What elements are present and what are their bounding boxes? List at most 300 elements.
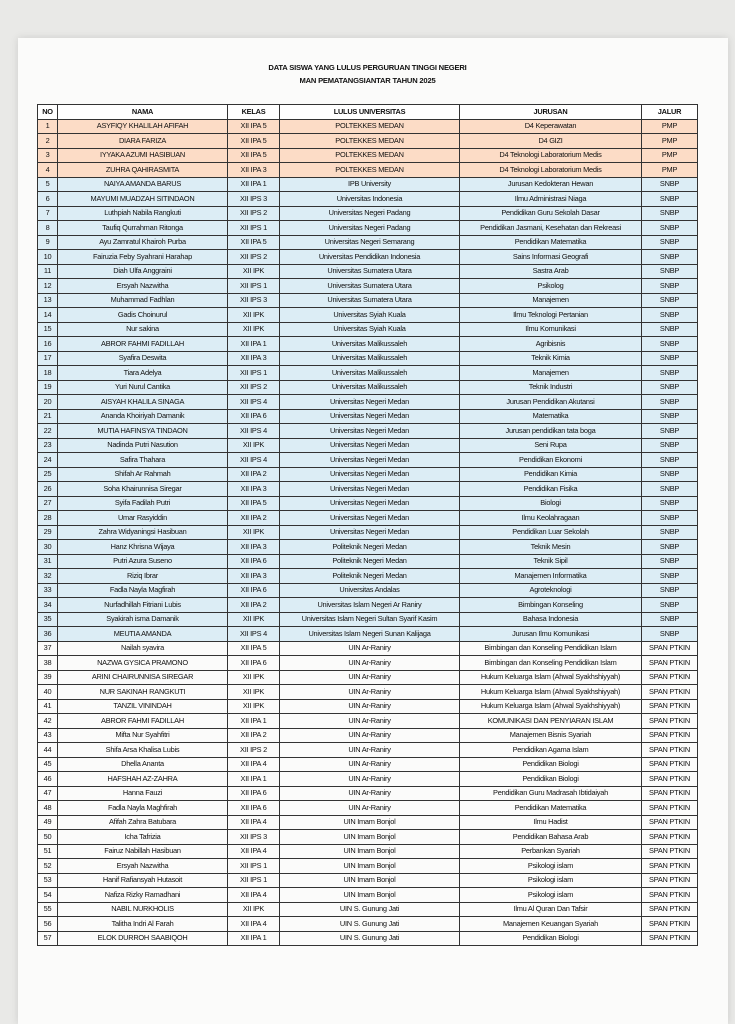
table-row <box>38 583 698 598</box>
cell-kelas: XII IPK <box>228 322 280 337</box>
cell-jurusan: D4 Keperawatan <box>460 119 642 134</box>
cell-no: 28 <box>38 511 58 526</box>
cell-jurusan: Manajemen <box>460 293 642 308</box>
cell-jurusan: Bimbingan dan Konseling Pendidikan Islam <box>460 656 642 671</box>
cell-universitas: UIN Ar-Raniry <box>280 670 460 685</box>
cell-no: 26 <box>38 482 58 497</box>
cell-jurusan: Pendidikan Matematika <box>460 801 642 816</box>
table-row <box>38 714 698 729</box>
cell-jurusan: Pendidikan Biologi <box>460 931 642 946</box>
cell-nama: ASYFIQY KHALILAH AFIFAH <box>58 119 228 134</box>
cell-kelas: XII IPA 6 <box>228 409 280 424</box>
cell-universitas: UIN Ar-Raniry <box>280 757 460 772</box>
cell-jurusan: Jurusan Ilmu Komunikasi <box>460 627 642 642</box>
cell-nama: Icha Tafrizia <box>58 830 228 845</box>
cell-nama: Fairuz Nabillah Hasibuan <box>58 844 228 859</box>
cell-nama: Nur sakina <box>58 322 228 337</box>
cell-jurusan: Manajemen Keuangan Syariah <box>460 917 642 932</box>
cell-jalur: SNBP <box>642 467 698 482</box>
cell-jurusan: Jurusan Pendidikan Akutansi <box>460 395 642 410</box>
cell-no: 3 <box>38 148 58 163</box>
cell-no: 38 <box>38 656 58 671</box>
cell-kelas: XII IPA 5 <box>228 148 280 163</box>
cell-jalur: SPAN PTKIN <box>642 931 698 946</box>
cell-nama: AISYAH KHALILA SINAGA <box>58 395 228 410</box>
cell-jalur: SNBP <box>642 627 698 642</box>
cell-jurusan: Bimbingan dan Konseling Pendidikan Islam <box>460 641 642 656</box>
cell-nama: Talitha Indri Al Farah <box>58 917 228 932</box>
cell-jurusan: Sastra Arab <box>460 264 642 279</box>
cell-universitas: Universitas Sumatera Utara <box>280 264 460 279</box>
cell-kelas: XII IPS 4 <box>228 453 280 468</box>
cell-kelas: XII IPA 6 <box>228 554 280 569</box>
cell-jalur: SPAN PTKIN <box>642 859 698 874</box>
cell-universitas: Universitas Negeri Medan <box>280 511 460 526</box>
cell-no: 48 <box>38 801 58 816</box>
table-row <box>38 815 698 830</box>
cell-kelas: XII IPA 4 <box>228 917 280 932</box>
cell-kelas: XII IPA 4 <box>228 757 280 772</box>
table-row <box>38 830 698 845</box>
cell-kelas: XII IPS 2 <box>228 250 280 265</box>
cell-jalur: PMP <box>642 134 698 149</box>
cell-jalur: SNBP <box>642 409 698 424</box>
cell-kelas: XII IPA 3 <box>228 351 280 366</box>
cell-jalur: SNBP <box>642 366 698 381</box>
cell-no: 37 <box>38 641 58 656</box>
cell-jalur: SNBP <box>642 293 698 308</box>
table-row <box>38 119 698 134</box>
cell-jurusan: Teknik Sipil <box>460 554 642 569</box>
cell-jurusan: Pendidikan Jasmani, Kesehatan dan Rekreasi <box>460 221 642 236</box>
table-row <box>38 308 698 323</box>
cell-jurusan: Biologi <box>460 496 642 511</box>
cell-jalur: SPAN PTKIN <box>642 772 698 787</box>
cell-kelas: XII IPK <box>228 308 280 323</box>
header-kelas: KELAS <box>228 105 280 120</box>
cell-kelas: XII IPA 4 <box>228 815 280 830</box>
cell-kelas: XII IPA 3 <box>228 163 280 178</box>
table-row <box>38 598 698 613</box>
cell-nama: Hanif Rafiansyah Hutasoit <box>58 873 228 888</box>
table-row <box>38 699 698 714</box>
cell-jalur: SPAN PTKIN <box>642 902 698 917</box>
cell-nama: Nadinda Putri Nasution <box>58 438 228 453</box>
cell-no: 13 <box>38 293 58 308</box>
cell-no: 45 <box>38 757 58 772</box>
cell-universitas: UIN Ar-Raniry <box>280 641 460 656</box>
cell-nama: NAIYA AMANDA BARUS <box>58 177 228 192</box>
cell-no: 14 <box>38 308 58 323</box>
cell-universitas: IPB University <box>280 177 460 192</box>
cell-nama: NUR SAKINAH RANGKUTI <box>58 685 228 700</box>
cell-nama: Taufiq Qurrahman Ritonga <box>58 221 228 236</box>
cell-universitas: UIN Ar-Raniry <box>280 685 460 700</box>
cell-nama: ELOK DURROH SAABIQOH <box>58 931 228 946</box>
cell-no: 44 <box>38 743 58 758</box>
cell-nama: Soha Khairunnisa Siregar <box>58 482 228 497</box>
cell-universitas: UIN Imam Bonjol <box>280 888 460 903</box>
table-row <box>38 279 698 294</box>
cell-kelas: XII IPS 2 <box>228 206 280 221</box>
cell-jurusan: Pendidikan Bahasa Arab <box>460 830 642 845</box>
cell-nama: Ersyah Nazwitha <box>58 279 228 294</box>
cell-jalur: SNBP <box>642 380 698 395</box>
cell-no: 27 <box>38 496 58 511</box>
header-jalur: JALUR <box>642 105 698 120</box>
cell-jurusan: Psikologi islam <box>460 888 642 903</box>
cell-kelas: XII IPS 1 <box>228 859 280 874</box>
cell-kelas: XII IPA 6 <box>228 583 280 598</box>
cell-universitas: Universitas Negeri Medan <box>280 409 460 424</box>
cell-jalur: SPAN PTKIN <box>642 844 698 859</box>
table-row <box>38 873 698 888</box>
cell-no: 33 <box>38 583 58 598</box>
cell-universitas: Universitas Malikussaleh <box>280 351 460 366</box>
cell-nama: Riziq Ibrar <box>58 569 228 584</box>
cell-nama: Luthpiah Nabila Rangkuti <box>58 206 228 221</box>
cell-jalur: SNBP <box>642 322 698 337</box>
cell-kelas: XII IPA 1 <box>228 337 280 352</box>
cell-no: 7 <box>38 206 58 221</box>
cell-kelas: XII IPA 4 <box>228 844 280 859</box>
cell-kelas: XII IPK <box>228 685 280 700</box>
cell-universitas: Universitas Islam Negeri Ar Raniry <box>280 598 460 613</box>
cell-jalur: SNBP <box>642 511 698 526</box>
cell-jurusan: Ilmu Al Quran Dan Tafsir <box>460 902 642 917</box>
cell-jalur: SPAN PTKIN <box>642 714 698 729</box>
cell-nama: Syafira Deswita <box>58 351 228 366</box>
cell-jurusan: Agribisnis <box>460 337 642 352</box>
cell-nama: HAFSHAH AZ-ZAHRA <box>58 772 228 787</box>
document-subtitle: MAN PEMATANGSIANTAR TAHUN 2025 <box>299 76 436 85</box>
table-row <box>38 206 698 221</box>
cell-no: 40 <box>38 685 58 700</box>
cell-kelas: XII IPA 1 <box>228 772 280 787</box>
cell-nama: ABROR FAHMI FADILLAH <box>58 337 228 352</box>
cell-jalur: SNBP <box>642 612 698 627</box>
table-row <box>38 540 698 555</box>
table-row <box>38 888 698 903</box>
cell-nama: MAYUMI MUADZAH SITINDAON <box>58 192 228 207</box>
cell-universitas: Universitas Negeri Medan <box>280 467 460 482</box>
cell-jurusan: D4 Teknologi Laboratorium Medis <box>460 163 642 178</box>
cell-kelas: XII IPA 4 <box>228 888 280 903</box>
cell-no: 10 <box>38 250 58 265</box>
cell-kelas: XII IPA 3 <box>228 540 280 555</box>
table-row <box>38 293 698 308</box>
table-row <box>38 424 698 439</box>
cell-universitas: Universitas Negeri Medan <box>280 525 460 540</box>
cell-kelas: XII IPS 1 <box>228 366 280 381</box>
cell-jurusan: Pendidikan Guru Madrasah Ibtidaiyah <box>460 786 642 801</box>
cell-universitas: UIN S. Gunung Jati <box>280 931 460 946</box>
cell-jurusan: Jurusan pendidikan tata boga <box>460 424 642 439</box>
cell-nama: Syakirah isma Damanik <box>58 612 228 627</box>
cell-universitas: UIN Ar-Raniry <box>280 743 460 758</box>
cell-jurusan: Teknik Industri <box>460 380 642 395</box>
cell-jalur: SNBP <box>642 221 698 236</box>
cell-jurusan: Pendidikan Guru Sekolah Dasar <box>460 206 642 221</box>
cell-universitas: Universitas Syiah Kuala <box>280 308 460 323</box>
table-row <box>38 380 698 395</box>
cell-no: 2 <box>38 134 58 149</box>
cell-universitas: Universitas Andalas <box>280 583 460 598</box>
cell-universitas: Universitas Negeri Padang <box>280 221 460 236</box>
cell-nama: DIARA FARIZA <box>58 134 228 149</box>
cell-jurusan: Pendidikan Luar Sekolah <box>460 525 642 540</box>
cell-kelas: XII IPS 1 <box>228 279 280 294</box>
cell-jalur: SNBP <box>642 235 698 250</box>
table-row <box>38 786 698 801</box>
cell-universitas: Universitas Negeri Medan <box>280 482 460 497</box>
cell-universitas: POLTEKKES MEDAN <box>280 163 460 178</box>
cell-no: 49 <box>38 815 58 830</box>
cell-universitas: Universitas Negeri Medan <box>280 496 460 511</box>
cell-kelas: XII IPK <box>228 264 280 279</box>
cell-universitas: Universitas Negeri Medan <box>280 424 460 439</box>
cell-nama: Diah Ulfa Anggraini <box>58 264 228 279</box>
cell-universitas: Universitas Negeri Medan <box>280 438 460 453</box>
cell-kelas: XII IPS 4 <box>228 627 280 642</box>
cell-no: 12 <box>38 279 58 294</box>
cell-no: 15 <box>38 322 58 337</box>
cell-jurusan: Ilmu Teknologi Pertanian <box>460 308 642 323</box>
cell-jalur: SNBP <box>642 206 698 221</box>
cell-no: 56 <box>38 917 58 932</box>
cell-jalur: SNBP <box>642 192 698 207</box>
cell-jalur: SPAN PTKIN <box>642 786 698 801</box>
cell-jalur: PMP <box>642 148 698 163</box>
cell-kelas: XII IPA 6 <box>228 656 280 671</box>
cell-jurusan: Ilmu Keolahragaan <box>460 511 642 526</box>
table-row <box>38 685 698 700</box>
cell-jurusan: Pendidikan Agama Islam <box>460 743 642 758</box>
table-row <box>38 743 698 758</box>
cell-jurusan: Sains Informasi Geografi <box>460 250 642 265</box>
cell-nama: NABIL NURKHOLIS <box>58 902 228 917</box>
cell-no: 6 <box>38 192 58 207</box>
cell-kelas: XII IPS 1 <box>228 221 280 236</box>
cell-jalur: SPAN PTKIN <box>642 888 698 903</box>
table-row <box>38 438 698 453</box>
table-row <box>38 931 698 946</box>
table-row <box>38 525 698 540</box>
cell-jurusan: Matematika <box>460 409 642 424</box>
cell-no: 18 <box>38 366 58 381</box>
header-nama: NAMA <box>58 105 228 120</box>
cell-no: 4 <box>38 163 58 178</box>
cell-jalur: SPAN PTKIN <box>642 801 698 816</box>
cell-jalur: SNBP <box>642 308 698 323</box>
cell-jalur: SNBP <box>642 424 698 439</box>
cell-kelas: XII IPS 2 <box>228 743 280 758</box>
table-row <box>38 250 698 265</box>
cell-jurusan: Pendidikan Matematika <box>460 235 642 250</box>
cell-jalur: SNBP <box>642 250 698 265</box>
cell-universitas: POLTEKKES MEDAN <box>280 134 460 149</box>
cell-nama: Putri Azura Suseno <box>58 554 228 569</box>
cell-nama: Tiara Adelya <box>58 366 228 381</box>
cell-nama: MEUTIA AMANDA <box>58 627 228 642</box>
table-row <box>38 670 698 685</box>
cell-nama: NAZWA GYSICA PRAMONO <box>58 656 228 671</box>
cell-jurusan: Pendidikan Biologi <box>460 772 642 787</box>
cell-jalur: SPAN PTKIN <box>642 873 698 888</box>
document-title: DATA SISWA YANG LULUS PERGURUAN TINGGI NEGERI <box>268 63 467 72</box>
cell-jurusan: Ilmu Komunikasi <box>460 322 642 337</box>
cell-universitas: UIN Ar-Raniry <box>280 656 460 671</box>
cell-no: 22 <box>38 424 58 439</box>
cell-nama: Ananda Khoiriyah Damanik <box>58 409 228 424</box>
cell-no: 51 <box>38 844 58 859</box>
cell-jurusan: Seni Rupa <box>460 438 642 453</box>
table-row <box>38 192 698 207</box>
cell-kelas: XII IPS 2 <box>228 380 280 395</box>
table-row <box>38 496 698 511</box>
cell-kelas: XII IPA 3 <box>228 569 280 584</box>
header-universitas: LULUS UNIVERSITAS <box>280 105 460 120</box>
cell-kelas: XII IPA 6 <box>228 801 280 816</box>
cell-kelas: XII IPK <box>228 525 280 540</box>
table-row <box>38 859 698 874</box>
cell-no: 57 <box>38 931 58 946</box>
cell-kelas: XII IPK <box>228 670 280 685</box>
cell-universitas: Politeknik Negeri Medan <box>280 540 460 555</box>
cell-jalur: SNBP <box>642 351 698 366</box>
cell-kelas: XII IPA 5 <box>228 119 280 134</box>
table-row <box>38 772 698 787</box>
cell-jurusan: Manajemen Informatika <box>460 569 642 584</box>
cell-kelas: XII IPA 6 <box>228 786 280 801</box>
table-row <box>38 554 698 569</box>
table-row <box>38 337 698 352</box>
cell-nama: Yuri Nurul Cantika <box>58 380 228 395</box>
cell-nama: IYYAKA AZUMI HASIBUAN <box>58 148 228 163</box>
cell-jurusan: Pendidikan Kimia <box>460 467 642 482</box>
table-row <box>38 627 698 642</box>
cell-no: 21 <box>38 409 58 424</box>
cell-jurusan: D4 GIZI <box>460 134 642 149</box>
cell-universitas: UIN Ar-Raniry <box>280 786 460 801</box>
cell-jalur: SNBP <box>642 540 698 555</box>
table-row <box>38 163 698 178</box>
cell-no: 47 <box>38 786 58 801</box>
cell-no: 46 <box>38 772 58 787</box>
cell-nama: Dhella Ananta <box>58 757 228 772</box>
table-row <box>38 453 698 468</box>
cell-kelas: XII IPA 1 <box>228 931 280 946</box>
cell-nama: Zahra Widyaningsi Hasibuan <box>58 525 228 540</box>
cell-no: 35 <box>38 612 58 627</box>
cell-jalur: PMP <box>642 163 698 178</box>
graduates-table <box>37 104 698 946</box>
cell-no: 8 <box>38 221 58 236</box>
cell-no: 16 <box>38 337 58 352</box>
cell-jalur: SPAN PTKIN <box>642 728 698 743</box>
cell-jalur: SNBP <box>642 525 698 540</box>
table-row <box>38 467 698 482</box>
cell-nama: Nurfadhillah Fitriani Lubis <box>58 598 228 613</box>
cell-jalur: SNBP <box>642 496 698 511</box>
cell-jalur: SPAN PTKIN <box>642 757 698 772</box>
cell-universitas: POLTEKKES MEDAN <box>280 119 460 134</box>
cell-jalur: SPAN PTKIN <box>642 815 698 830</box>
cell-jurusan: KOMUNIKASI DAN PENYIARAN ISLAM <box>460 714 642 729</box>
table-row <box>38 177 698 192</box>
cell-universitas: UIN Imam Bonjol <box>280 844 460 859</box>
cell-jalur: SNBP <box>642 264 698 279</box>
cell-universitas: UIN S. Gunung Jati <box>280 917 460 932</box>
cell-nama: Nafiza Rizky Ramadhani <box>58 888 228 903</box>
cell-kelas: XII IPA 5 <box>228 496 280 511</box>
cell-no: 50 <box>38 830 58 845</box>
cell-universitas: Universitas Indonesia <box>280 192 460 207</box>
cell-universitas: Universitas Negeri Semarang <box>280 235 460 250</box>
cell-nama: TANZIL VININDAH <box>58 699 228 714</box>
cell-universitas: Universitas Sumatera Utara <box>280 293 460 308</box>
cell-universitas: UIN Ar-Raniry <box>280 728 460 743</box>
cell-universitas: Politeknik Negeri Medan <box>280 569 460 584</box>
cell-no: 23 <box>38 438 58 453</box>
cell-universitas: Universitas Malikussaleh <box>280 380 460 395</box>
cell-no: 30 <box>38 540 58 555</box>
cell-nama: Fadla Nayla Magfirah <box>58 583 228 598</box>
cell-nama: Gadis Choinurul <box>58 308 228 323</box>
cell-jurusan: Pendidikan Biologi <box>460 757 642 772</box>
cell-universitas: Universitas Sumatera Utara <box>280 279 460 294</box>
cell-jalur: SPAN PTKIN <box>642 656 698 671</box>
cell-jalur: SNBP <box>642 337 698 352</box>
cell-jurusan: Jurusan Kedokteran Hewan <box>460 177 642 192</box>
cell-jalur: SPAN PTKIN <box>642 743 698 758</box>
cell-universitas: UIN Ar-Raniry <box>280 772 460 787</box>
cell-jalur: SNBP <box>642 177 698 192</box>
cell-kelas: XII IPA 2 <box>228 467 280 482</box>
cell-universitas: Universitas Negeri Medan <box>280 395 460 410</box>
cell-nama: Ersyah Nazwitha <box>58 859 228 874</box>
table-row <box>38 511 698 526</box>
cell-no: 1 <box>38 119 58 134</box>
cell-kelas: XII IPA 1 <box>228 177 280 192</box>
table-row <box>38 148 698 163</box>
cell-jurusan: Pendidikan Ekonomi <box>460 453 642 468</box>
cell-kelas: XII IPK <box>228 699 280 714</box>
cell-jalur: SPAN PTKIN <box>642 830 698 845</box>
cell-no: 39 <box>38 670 58 685</box>
cell-nama: Nailah syavira <box>58 641 228 656</box>
cell-kelas: XII IPA 1 <box>228 714 280 729</box>
cell-no: 41 <box>38 699 58 714</box>
cell-universitas: Universitas Negeri Padang <box>280 206 460 221</box>
cell-kelas: XII IPK <box>228 902 280 917</box>
cell-universitas: UIN Imam Bonjol <box>280 830 460 845</box>
cell-kelas: XII IPA 5 <box>228 134 280 149</box>
cell-no: 34 <box>38 598 58 613</box>
cell-nama: Fadla Nayla Maghfirah <box>58 801 228 816</box>
header-no: NO <box>38 105 58 120</box>
cell-jurusan: Hukum Keluarga Islam (Ahwal Syakhshiyyah) <box>460 699 642 714</box>
cell-universitas: Universitas Syiah Kuala <box>280 322 460 337</box>
cell-no: 20 <box>38 395 58 410</box>
cell-nama: Fairuzia Feby Syahrani Harahap <box>58 250 228 265</box>
cell-nama: Afifah Zahra Batubara <box>58 815 228 830</box>
cell-universitas: Universitas Pendidikan Indonesia <box>280 250 460 265</box>
cell-universitas: Universitas Islam Negeri Sunan Kalijaga <box>280 627 460 642</box>
cell-jurusan: Hukum Keluarga Islam (Ahwal Syakhshiyyah) <box>460 670 642 685</box>
cell-jurusan: Agroteknologi <box>460 583 642 598</box>
cell-no: 55 <box>38 902 58 917</box>
